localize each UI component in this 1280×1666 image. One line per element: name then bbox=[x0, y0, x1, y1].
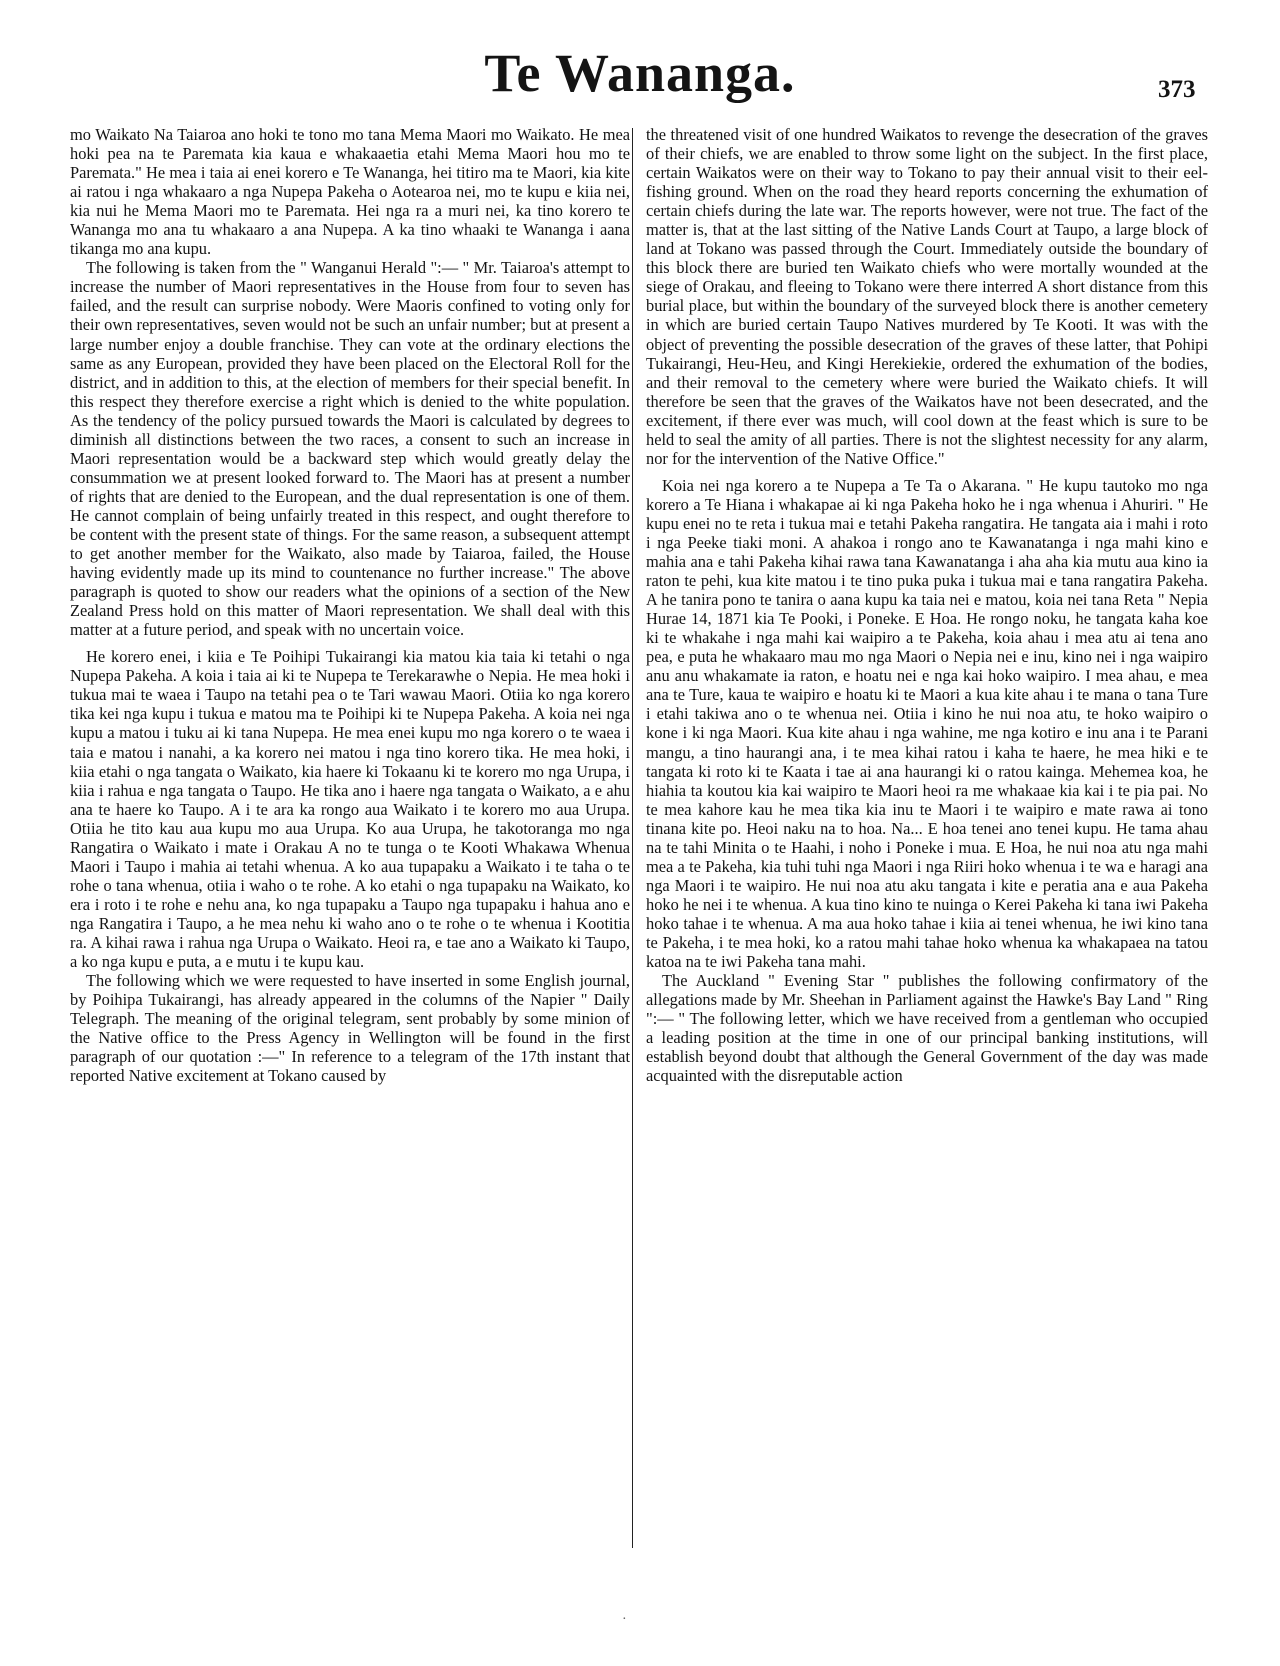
right-paragraph-1: the threatened visit of one hundred Waikatos to revenge the desecration of the graves of their chiefs, we are enabled to throw some light on the subject. In the first place, certain Waikatos were on their way to Tokano to pay their annual visit to their eel-fishing ground. When on the road they heard reports concerning the exhumation of certain chiefs during the late war. The reports however, were not true. The fact of the matter is, that at the last sitting of the Native Lands Court at Taupo, a large block of land at Tokano was passed through the Court. Immediately outside the boundary of this block there are buried ten Waikato chiefs who were mortally wounded at the siege of Orakau, and fleeing to Tokano were there interred A short distance from this burial place, but within the boundary of the surveyed block there is another cemetery in which are buried certain Taupo Natives murdered by Te Kooti. It was with the object of preventing the possible desecration of the graves of these latter, that Pohipi Tukairangi, Heu-Heu, and Kingi Herekiekie, ordered the exhumation of the bodies, and their removal to the cemetery where were buried the Waikato chiefs. It will therefore be seen that the graves of the Waikatos have not been desecrated, and the excitement, if there ever was much, will cool down at the feast which is sure to be held to seal the amity of all parties. There is not the slightest necessity for any alarm, nor for the intervention of the Native Office." bbox=[646, 125, 1208, 468]
footer-mark: · bbox=[622, 1612, 627, 1627]
right-paragraph-3: The Auckland " Evening Star " publishes the following confirmatory of the allegations made by Mr. Sheehan in Parliament against the Hawke's Bay Land " Ring ":— " The following letter, which we have received from a gentleman who occupied a leading position at the time in one of our principal banking institutions, will establish beyond doubt that although the General Government of the day was made acquainted with the disreputable action bbox=[646, 971, 1208, 1086]
left-paragraph-1: mo Waikato Na Taiaroa ano hoki te tono mo tana Mema Maori mo Waikato. He mea hoki pea na te Paremata kia kaua e whakaaetia etahi Mema Maori hou mo te Paremata." He mea i taia ai enei korero e Te Wananga, hei titiro ma te Maori, kia kite ai ratou i nga whakaaro a nga Nupepa Pakeha o Aotearoa nei, mo te kupu e kiia nei, kia nui he Mema Maori mo te Paremata. Hei nga ra a muri nei, ka tino korero te Wananga mo ana tu whakaaro a ana Nupepa. A ka tino whaaki te Wananga i aana tikanga mo ana kupu. bbox=[70, 125, 630, 259]
left-column bbox=[70, 125, 630, 1085]
left-paragraph-4: The following which we were requested to have inserted in some English journal, by Poihipa Tukairangi, has already appeared in the columns of the Napier " Daily Telegraph. The meaning of the original telegram, sent probably by some minion of the Native office to the Press Agency in Wellington will be found in the first paragraph of our quotation :—" In reference to a telegram of the 17th instant that reported Native excitement at Tokano caused by bbox=[70, 971, 630, 1086]
column-divider bbox=[632, 128, 633, 1548]
left-paragraph-3: He korero enei, i kiia e Te Poihipi Tukairangi kia matou kia taia ki tetahi o nga Nupepa Pakeha. A koia i taia ai ki te Nupepa te Terekarawhe o Nepia. He mea hoki i tukua mai te waea i Taupo na tetahi pea o te Tari wawau Maori. Otiia ko nga korero tika kei nga kupu i tukua e matou ma te Poihipi ki te Nupepa Pakeha. A koia nei nga kupu a matou i tuku ai ki tana Nupepa. He mea enei kupu mo nga korero o te waea i taia e matou i nanahi, a ka korero nei matou i nga tino korero tika. He mea hoki, i kiia etahi o nga tangata o Waikato, kia haere ki Tokaanu ki te korero mo nga Urupa, i kiia i rahua e nga tangata o Taupo. He tika ano i haere nga tangata o Waikato, a e ahu ana te haere ko Taupo. A i te ara ka rongo aua Waikato i te korero mo aua Urupa. Otiia he tito kau aua kupu mo aua Urupa. Ko aua Urupa, he takotoranga mo nga Rangatira o Waikato i mate i Orakau A no te tunga o te Kooti Whakawa Whenua Maori i Taupo i mahia ai tetahi whenua. A ko aua tupapaku a Waikato i te taha o te rohe o tana whenua, otiia i waho o te rohe. A ko etahi o nga tupapaku na Waikato, ko era i roto i te rohe e nehu ana, ko nga tupapaku a Taupo nga tupapaku i hahua ano e nga Rangatira i Taupo, a he mea nehu ki waho ano o te rohe o te whenua i Kootitia ra. A kihai rawa i rahua nga Urupa o Waikato. Heoi ra, e tae ano a Waikato ki Taupo, a ko nga kupu e puta, a e mutu i te kupu kau. bbox=[70, 647, 630, 972]
page-title: Te Wananga. bbox=[484, 43, 796, 103]
right-paragraph-2: Koia nei nga korero a te Nupepa a Te Ta o Akarana. " He kupu tautoko mo nga korero a Te Hiana i whakapae ai ki nga Pakeha hoko he i nga whenua i Ahuriri. " He kupu enei no te reta i tukua mai e tetahi Pakeha rangatira. He tangata aia i mahi i roto i nga Peeke tiaki moni. A ahakoa i rongo ano te Kawanatanga i nga mahi kino e mahia ana e tahi Pakeha kihai rawa tana Kawanatanga i aha aha kia mutu aua kino ia raton te pehi, kua kite matou i te tino puka puka i tukua mai e tana rangatira Pakeha. A he tanira pono te tanira o aana kupu ka taia nei e matou, koia nei tana Reta " Nepia Hurae 14, 1871 kia Te Pooki, i Poneke. E Hoa. He rongo noku, he tangata kaha koe ki te whakahe i nga mahi kai waipiro a te Pakeha, koia ahau i mea atu ai tena ano pea, e puta he whakaaro mau mo nga Maori o Nepia nei e inu, kino nei i nga waipiro anu anu whakamate ia raton, e hoatu nei e nga kai hoko waipiro. I mea ahau, e mea ana te Ture, kaua te waipiro e hoatu ki te Maori a kua kite ahau i te mana o tana Ture i etahi takiwa ano o te whenua nei. Otiia i kino he nui noa atu, te hoko waipiro o kone i ki nga Maori. Kua kite ahau i nga wahine, me nga kotiro e inu ana i te Parani mangu, a tino haurangi ana, i te mea kihai ratou i kaha te haere, he mea hiki e te tangata ki roto ki te Kaata i tae ai ana haurangi ki o ratou kainga. Mehemea koa, he hiahia ta koutou kia kai waipiro te Maori heoi ra me whakaae kia kai i te pia pai. No te mea kahore kau he mea tika kia inu te Maori i te waipiro e mate rawa ai tono tinana kite po. Heoi naku na to hoa. Na... E hoa tenei ano tenei kupu. He tama ahau na te tahi Minita o te Haahi, i noho i Poneke i mua. E Hoa, he nui noa atu nga mahi mea a te Pakeha, kia tuhi tuhi nga Maori i nga Riiri hoko whenua i te wa e haragi ana nga Maori i te waipiro. He nui noa atu aku tangata i kite e peratia ana e aua Pakeha hoko he nei i te whenua. A kua tino kino te nuinga o Kerei Pakeha ki tana iwi Pakeha hoko tahae i te whenua. A ma aua hoko tahae i kiia ai tenei whenua, he iwi kino tana te Pakeha, i te mea hoki, ko a ratou mahi tahae hoko whenua ka whakapaea na tatou katoa na te iwi Pakeha tana mahi. bbox=[646, 475, 1208, 972]
right-column bbox=[646, 125, 1208, 1085]
left-paragraph-2: The following is taken from the " Wanganui Herald ":— " Mr. Taiaroa's attempt to increase the number of Maori representatives in the House from four to seven has failed, and the result can surprise nobody. Were Maoris confined to voting only for their own representatives, seven would not be such an unfair number; but at present a large number enjoy a double franchise. They can vote at the ordinary elections the same as any European, provided they have been placed on the Electoral Roll for the district, and in addition to this, at the election of members for their special benefit. In this respect they therefore exercise a right which is denied to the white population. As the tendency of the policy pursued towards the Maori is calculated by degrees to diminish all distinctions between the two races, a consent to such an increase in Maori representation would be a backward step which would greatly delay the consummation we at present looked forward to. The Maori has at present a number of rights that are denied to the European, and the dual representation is one of them. He cannot complain of being unfairly treated in this respect, and ought therefore to be content with the present state of things. For the same reason, a subsequent attempt to get another member for the Waikato, also made by Taiaroa, failed, the House having evidently made up its mind to countenance no further increase." The above paragraph is quoted to show our readers what the opinions of a section of the New Zealand Press hold on this matter of Maori representation. We shall deal with this matter at a future period, and speak with no uncertain voice. bbox=[70, 258, 630, 640]
page-number: 373 bbox=[1158, 76, 1196, 103]
